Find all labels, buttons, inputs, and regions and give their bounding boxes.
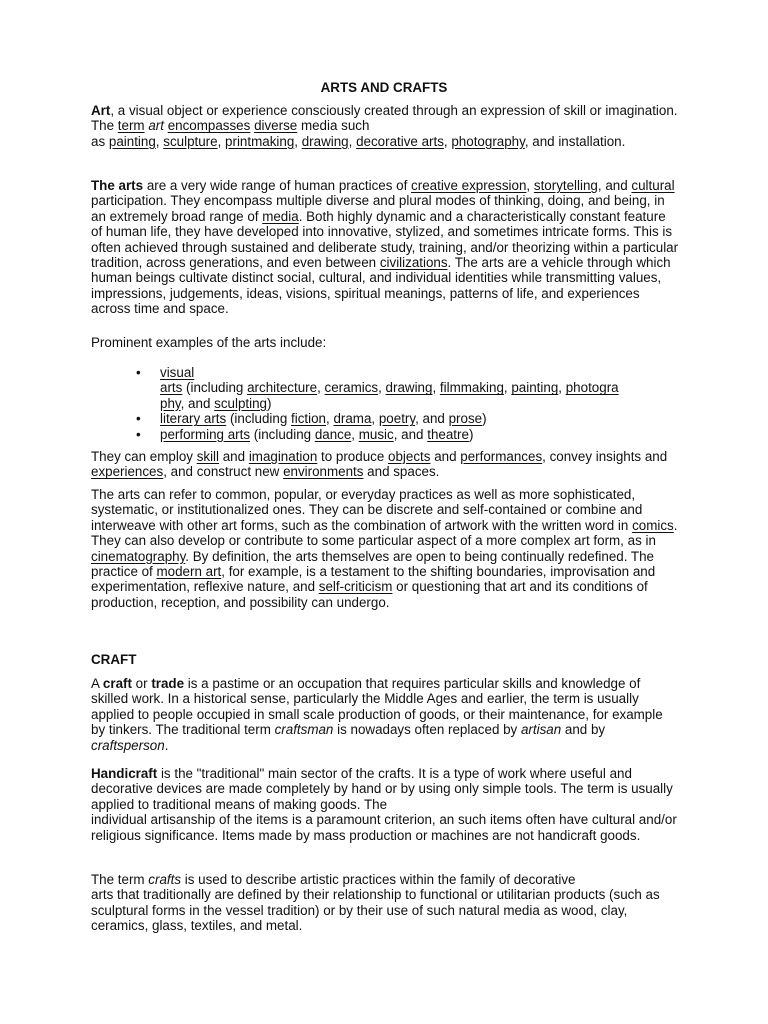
text-run: , convey insights and <box>542 449 668 464</box>
list-item-visual-arts <box>136 365 680 411</box>
text-run: , <box>294 133 302 149</box>
term-link[interactable]: environments <box>283 464 364 480</box>
text-run: , and <box>415 411 449 427</box>
paragraph-art-definition <box>91 103 679 149</box>
paragraph-craft-definition <box>91 676 679 753</box>
term-link[interactable]: creative expression <box>411 178 527 193</box>
term-link[interactable]: diverse <box>254 118 298 134</box>
term-link[interactable]: drama <box>333 411 372 427</box>
text-run: is the "traditional" main sector of the crafts. It is a type of work where useful and decorative devices are made completely by hand or by using only simple tools. The term is usually applied to traditional means of making goods. The <box>91 766 673 812</box>
text-run: , <box>217 133 226 149</box>
arts-examples-list <box>136 365 680 442</box>
term-link[interactable]: photography <box>451 133 525 149</box>
term-link[interactable]: storytelling <box>533 178 598 193</box>
text-run: ) <box>482 411 487 427</box>
text-run: , <box>155 133 164 149</box>
text-run: to produce <box>317 449 389 464</box>
italic-term: craftsperson <box>91 737 165 753</box>
italic-term: artisan <box>520 722 562 738</box>
text-run: , <box>317 380 325 396</box>
text-run: . By definition, the arts themselves are open to being continually redefined. The practice of <box>91 548 655 580</box>
bullet-icon: • <box>136 426 141 442</box>
text-run: or <box>131 676 152 691</box>
term-link[interactable]: encompasses <box>167 118 251 134</box>
list-item-text <box>160 365 619 411</box>
term-link[interactable]: comics <box>632 517 674 533</box>
term-link[interactable]: objects <box>388 449 431 464</box>
term-link[interactable]: dance <box>314 426 352 442</box>
text-run: , <box>558 380 566 396</box>
text-run: , <box>371 411 379 427</box>
list-item-performing-arts <box>136 426 680 442</box>
bold-term: Art <box>91 103 111 118</box>
term-link[interactable]: painting <box>108 133 156 149</box>
bullet-icon: • <box>136 411 141 427</box>
text-run: , <box>351 426 359 442</box>
paragraph-employ-skill <box>91 449 679 480</box>
bold-term: craft <box>102 676 132 691</box>
term-link[interactable]: performing arts <box>160 426 251 442</box>
term-link[interactable]: arts <box>160 380 183 396</box>
text-run: (including <box>182 380 248 396</box>
bold-term: trade <box>151 676 185 691</box>
text-run: , <box>432 380 440 396</box>
term-link[interactable]: drawing <box>301 133 349 149</box>
italic-term: craftsman <box>274 722 334 738</box>
text-run: is a pastime or an occupation that requires particular skills and knowledge of skilled work. In a historical sense, particularly the Middle Ages and earlier, the term is usually applied to people occupied in small scale production of goods, or their maintenance, for example by tinkers. The traditional term <box>91 676 663 738</box>
term-link[interactable]: poetry <box>378 411 416 427</box>
text-run: , and <box>393 426 428 442</box>
paragraph-examples-intro <box>91 335 679 350</box>
term-link[interactable]: fiction <box>291 411 326 427</box>
text-run: or questioning that art and its conditions of production, reception, and possibility can undergo. <box>91 579 648 610</box>
text-run: as <box>91 133 109 149</box>
term-link[interactable]: term <box>117 118 145 134</box>
text-run: , a visual object or experience consciously created through an expression of skill or imagination. The <box>91 103 678 134</box>
text-run: , and <box>597 178 632 193</box>
term-link[interactable]: filmmaking <box>439 380 504 396</box>
term-link[interactable]: printmaking <box>225 133 295 149</box>
italic-term: art <box>148 118 164 134</box>
list-item-text <box>160 427 473 442</box>
text-run: , <box>378 380 386 396</box>
text-run: The arts can refer to common, popular, or everyday practices as well as more sophisticated, systematic, or institutionalized ones. They can be discrete and self-contained or combine and interweave with other art forms, such as the combination of artwork with the written word in <box>91 487 643 533</box>
term-link[interactable]: sculpture <box>163 133 218 149</box>
text-run: , <box>443 133 452 149</box>
bold-term: Handicraft <box>91 766 158 781</box>
paragraph-handicraft <box>91 766 679 843</box>
craft-heading: CRAFT <box>91 652 137 667</box>
paragraph-arts-refer <box>91 487 679 610</box>
list-item-text <box>160 411 487 426</box>
term-link[interactable]: skill <box>196 449 220 464</box>
text-run: ) <box>468 426 474 442</box>
term-link[interactable]: music <box>358 426 394 442</box>
text-run: (including <box>250 426 315 442</box>
term-link[interactable]: drawing <box>385 380 433 396</box>
term-link[interactable]: prose <box>448 411 483 427</box>
text-run: and <box>219 449 249 464</box>
text-run: The term <box>91 872 149 887</box>
text-run: . <box>164 737 169 753</box>
text-run: , and <box>180 395 215 411</box>
text-run: ) <box>266 395 272 411</box>
text-run: They can employ <box>91 449 197 464</box>
text-run: participation. They encompass multiple diverse and plural modes of thinking, doing, and being, in an extremely broad range of <box>91 193 665 224</box>
text-run: . They can also develop or contribute to some particular aspect of a more complex art form, as in <box>91 517 678 549</box>
text-run: , <box>503 380 512 396</box>
italic-term: crafts <box>148 872 182 887</box>
term-link[interactable]: phy <box>160 395 181 411</box>
term-link[interactable]: performances <box>460 449 543 464</box>
text-run: and by <box>561 722 606 738</box>
term-link[interactable]: painting <box>511 380 559 396</box>
term-link[interactable]: decorative arts <box>356 133 444 149</box>
term-link[interactable]: photogra <box>565 380 619 396</box>
term-link[interactable]: modern art <box>156 564 222 580</box>
bold-term: The arts <box>91 178 144 193</box>
text-run: , and installation. <box>524 133 626 149</box>
text-run: and <box>430 449 461 464</box>
text-run: , <box>348 133 357 149</box>
term-link[interactable]: media <box>262 208 299 224</box>
term-link[interactable]: sculpting <box>214 395 267 411</box>
term-link[interactable]: cultural <box>631 178 675 193</box>
text-run: . The arts are a vehicle through which human beings cultivate distinct social, cultural, and individual identities while transmitting values, impressions, judgements, ideas, visions, spiritual meanings, patterns of life, and experiences across time and space. <box>91 255 671 317</box>
text-run: , <box>526 178 534 193</box>
text-run: Prominent examples of the arts include: <box>91 335 327 350</box>
list-item-literary-arts <box>136 411 680 427</box>
text-run: individual artisanship of the items is a paramount criterion, an such items often have cultural and/or religious significance. Items made by mass production or machines are not handicraft goods. <box>91 812 677 843</box>
term-link[interactable]: experiences <box>91 464 164 480</box>
paragraph-term-crafts <box>91 872 679 934</box>
term-link[interactable]: cinematography <box>91 548 186 564</box>
text-run: arts that traditionally are defined by their relationship to functional or utilitarian products (such as sculptural forms in the vessel tradition) or by their use of such natural media as wood, clay, ceramics, glass, textiles, and metal. <box>91 887 660 934</box>
term-link[interactable]: ceramics <box>324 380 379 396</box>
text-run: are a very wide range of human practices of <box>143 178 412 193</box>
bullet-icon: • <box>136 365 141 380</box>
text-run: media such <box>297 118 370 134</box>
text-run: , and construct new <box>163 464 284 480</box>
text-run: A <box>91 676 103 691</box>
paragraph-the-arts <box>91 178 679 317</box>
text-run: , for example, is a testament to the shifting boundaries, improvisation and experimentation, reflexive nature, and <box>91 564 656 595</box>
text-run: (including <box>226 411 291 427</box>
term-link[interactable]: literary arts <box>160 411 227 427</box>
term-link[interactable]: civilizations <box>379 255 448 271</box>
text-run: . Both highly dynamic and a characteristically constant feature of human life, they have developed into innovative, stylized, and sometimes intricate forms. This is often achieved through sustained and deliberate study, training, and/or theorizing within a particular tradition, across generations, and even between <box>91 208 679 271</box>
text-run: , <box>325 411 334 427</box>
text-run: is nowadays often replaced by <box>333 722 521 738</box>
text-run: and spaces. <box>363 464 440 480</box>
term-link[interactable]: visual <box>160 365 195 380</box>
document-title: ARTS AND CRAFTS <box>320 80 448 95</box>
term-link[interactable]: architecture <box>247 380 318 396</box>
text-run: is used to describe artistic practices within the family of decorative <box>181 872 576 887</box>
term-link[interactable]: imagination <box>248 449 318 464</box>
term-link[interactable]: self-criticism <box>318 579 393 595</box>
term-link[interactable]: theatre <box>427 426 469 442</box>
